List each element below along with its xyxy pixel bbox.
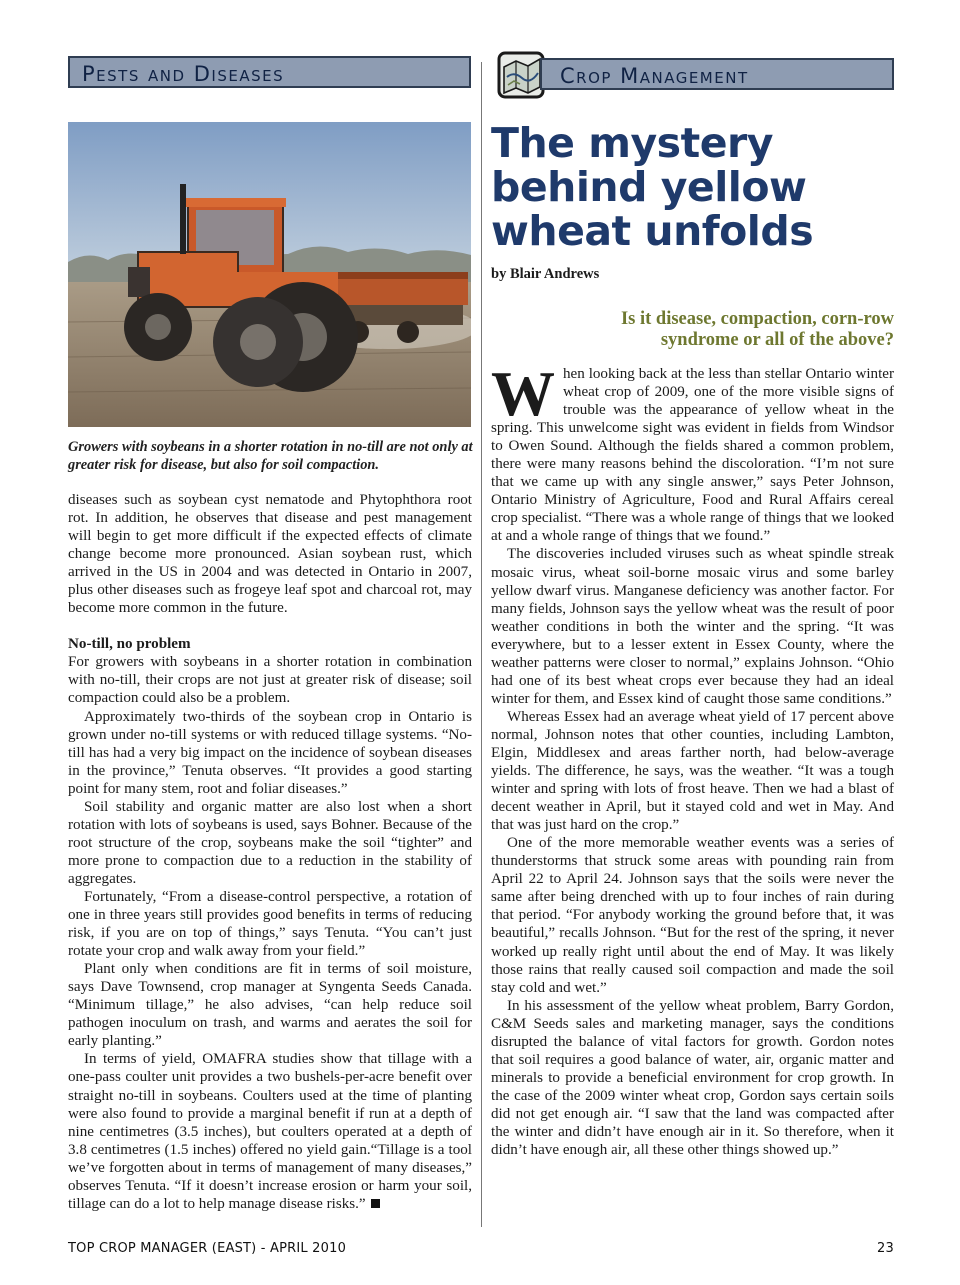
paragraph: For growers with soybeans in a shorter rotation in combination with no-till, their crops are not just at greater risk of disease; soil compaction could also be a problem. — [68, 654, 472, 707]
tractor-photo — [68, 122, 471, 427]
paragraph-text: hen looking back at the less than stellar Ontario winter wheat crop of 2009, one of the more visible signs of trouble was the appearance of yellow wheat in the spring. This unwelcome sight was evident in fields from Windsor to Owen Sound. Although the fields shared a common problem, there were many reasons behind the discoloration. “I’m not sure that we came up with any single answer,” says Peter Johnson, Ontario Ministry of Agriculture, Food and Rural Affairs cereal crop specialist. “There was a whole range of things that we looked at and a whole range of things that we found.” — [491, 366, 894, 545]
paragraph: Approximately two-thirds of the soybean crop in Ontario is grown under no-till systems or with reduced tillage systems. “No-till has had a very big impact on the incidence of soybean diseases in the province,” Tenuta observes. “It provides a good starting point for many stem, root and foliar diseases.” — [68, 708, 472, 797]
paragraph-text: In terms of yield, OMAFRA studies show that tillage with a one-pass coulter unit provides a two bushels-per-acre benefit over straight no-till in soybeans. Coulters used at the time of planting were also found to provide a marginal benefit if run at a depth of nine centimetres (3.5 inches), but coulters operated at a depth of 3.8 centimetres (1.5 inches) offered no yield gain.“Tillage is a tool we’ve forgotten about in terms of management of many diseases,” observes Tenuta. “If it doesn’t increase erosion or harm your soil, tillage can do a lot to help manage disease risks.” — [68, 1051, 472, 1212]
article-deck: Is it disease, compaction, corn-row syndrome or all of the above? — [620, 309, 894, 350]
footer-publication: TOP CROP MANAGER (EAST) - APRIL 2010 — [68, 1241, 347, 1256]
paragraph: The discoveries included viruses such as wheat spindle streak mosaic virus, wheat soil-borne mosaic virus and some barley yellow dwarf virus. Manganese deficiency was another factor. For many fields, Johnson says the yellow wheat was the result of poor weather conditions in both the winter and the spring. “It was everywhere, but to a lesser extent in Essex County, where the weather patterns were closer to normal,” explains Johnson. “Ohio had one of its best wheat crops ever because they had an ideal winter for them, and Essex kind of caught those same conditions.” — [491, 546, 894, 707]
end-mark-icon — [371, 1199, 380, 1208]
page-number: 23 — [877, 1241, 894, 1256]
photo-caption: Growers with soybeans in a shorter rotation in no-till are not only at greater risk for disease, but also for soil compaction. — [68, 439, 473, 473]
column-divider — [481, 62, 482, 1227]
section-banner-crop-management — [540, 58, 894, 90]
paragraph: In his assessment of the yellow wheat problem, Barry Gordon, C&M Seeds sales and marketing manager, says the conditions disrupted the balance of vital factors for growth. Gordon notes that soil requires a good balance of water, air, organic matter and minerals to provide a beneficial environment for crop growth. In the case of the 2009 winter wheat crop, Gordon says certain soils did not get enough air. “I saw that the land was compacted after the winter and didn’t have enough air in it. So therefore, when it didn’t have enough air, all these other things showed up.” — [491, 997, 894, 1159]
section-title: Crop Management — [560, 64, 749, 88]
paragraph: One of the more memorable weather events was a series of thunderstorms that struck some areas with pounding rain from April 22 to April 24. Johnson says that the soils were never the same after being drenched with up to four inches of rain during that period. “For anybody working the ground before that, it was beautiful,” recalls Johnson. “But for the rest of the spring, it never worked up really right until about the end of May. It was likely those rains that really caused soil compaction and made the soil stay cold and wet.” — [491, 835, 894, 996]
left-column-text — [68, 491, 472, 1213]
section-banner-pests-diseases — [68, 56, 471, 88]
paragraph: Whereas Essex had an average wheat yield of 17 percent above normal, Johnson notes that other counties, including Lambton, Elgin, Middlesex and areas farther north, had below-average yields. The difference, he says, was the weather. “It was a tough winter and spring with lots of frost heave. Then we had a blast of decent weather in April, but it stayed cold and wet in May. And that was just hard on the crop.” — [491, 708, 894, 834]
article-byline: by Blair Andrews — [491, 266, 600, 282]
subheading: No-till, no problem — [68, 636, 191, 653]
paragraph: Plant only when conditions are fit in terms of soil moisture, says Dave Townsend, crop manager at Syngenta Seeds Canada. “Minimum tillage,” he also advises, “can help reduce soil pathogen inoculum on trash, and warms and aerates the soil for early planting.” — [68, 961, 472, 1050]
article-body — [491, 358, 894, 1159]
paragraph: Fortunately, “From a disease-control perspective, a rotation of one in three years still provides good benefits in terms of reducing risk, if you are on top of things,” says Tenuta. “You can’t just rotate your crop and walk away from your field.” — [68, 888, 472, 960]
article-headline: The mystery behind yellow wheat unfolds — [491, 119, 814, 255]
drop-cap: W — [491, 358, 555, 429]
paragraph: diseases such as soybean cyst nematode and Phytophthora root rot. In addition, he observes that disease and pest management will begin to get more difficult if the expected effects of climate change become more pronounced. Asian soybean rust, which arrived in the US in 2004 and was detected in Ontario in 2007, plus other diseases such as frogeye leaf spot and charcoal rot, may become more common in the future. — [68, 492, 472, 617]
paragraph-final — [68, 1050, 472, 1212]
paragraph — [491, 358, 894, 545]
section-title: Pests and Diseases — [82, 62, 285, 86]
paragraph: Soil stability and organic matter are also lost when a short rotation with lots of soybeans is used, says Bohner. Because of the root structure of the crop, soybeans make the soil “tighter” and more prone to compaction due to a reduction in the stability of aggregates. — [68, 798, 472, 887]
